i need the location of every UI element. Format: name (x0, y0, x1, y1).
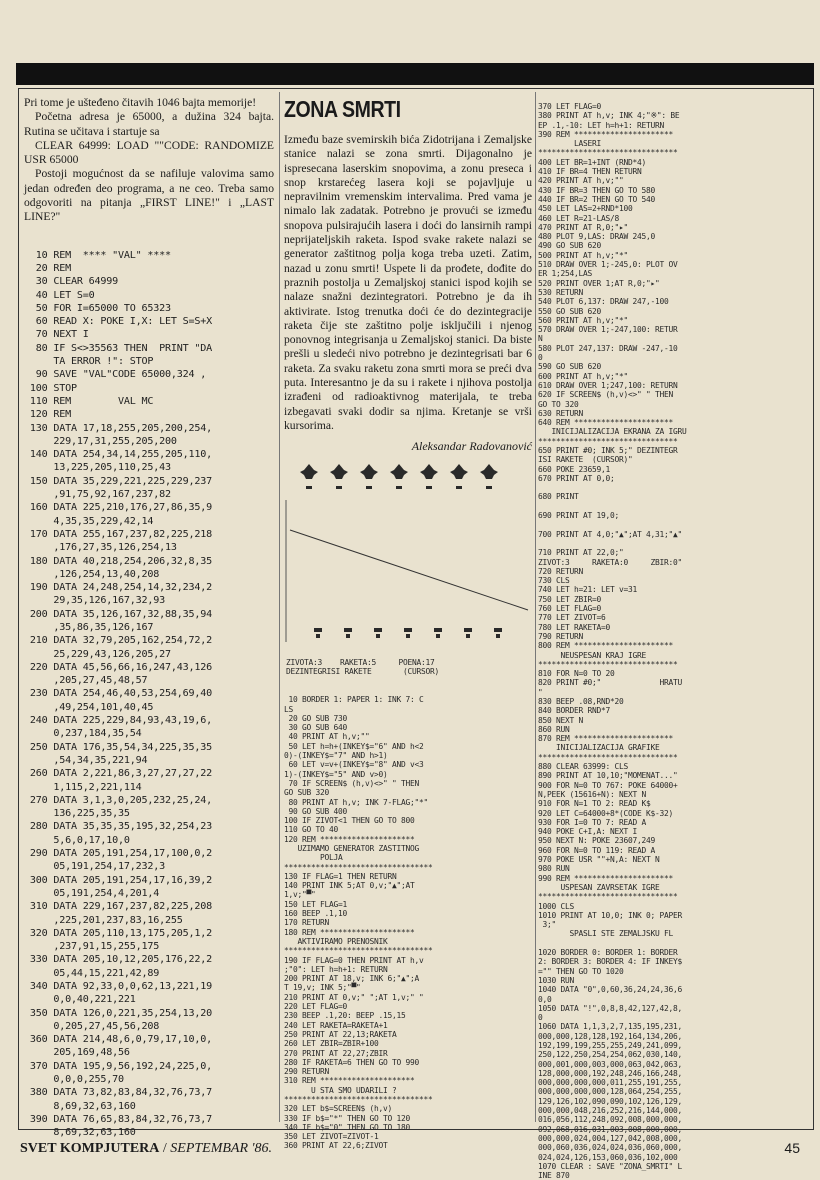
earth-pad-sprite (314, 628, 322, 638)
earth-pad-sprite (494, 628, 502, 638)
enemy-rocket-sprite (390, 464, 408, 489)
intro-paragraph-3: CLEAR 64999: LOAD ""CODE: RANDOMIZE USR 65000 (24, 138, 274, 167)
earth-station-pads-row (314, 628, 502, 638)
earth-pad-sprite (434, 628, 442, 638)
enemy-rockets-row (300, 464, 498, 489)
enemy-rocket-sprite (450, 464, 468, 489)
column-two (284, 96, 532, 1151)
intro-paragraph-4: Postoji mogućnost da se nafiluje valovima samo jedan određen deo programa, a ne ceo. Treba samo odgovoriti na pitanja „FIRST LINE!" i „LAST LINE?" (24, 167, 274, 224)
column-divider-right (535, 92, 536, 1122)
laser-beam (290, 530, 528, 610)
enemy-rocket-sprite (360, 464, 378, 489)
zona-smrti-listing-part-2: 370 LET FLAG=0 380 PRINT AT h,v; INK 4;"※": BE EP .1,-10: LET h=h+1: RETURN 390 REM ********************** LASERI ******************************* 400 LET BR=1+INT (RND*4) 410 IF BR=4 THEN RETURN 420 PRINT AT h,v;"" 430 IF BR=3 THEN GO TO 580 440 IF BR=2 THEN GO TO 540 450 LET LAS=2+RND*100 460 LET R=21-LAS/8 470 PRINT AT R,0;"▸" 480 PLOT 9,LAS: DRAW 245,0 490 GO SUB 620 500 PRINT AT h,v;"*" 510 DRAW OVER 1;-245,0: PLOT OV ER 1;254,LAS 520 PRINT OVER 1;AT R,0;"▸" 530 RETURN 540 PLOT 6,137: DRAW 247,-100 550 GO SUB 620 560 PRINT AT h,v;"*" 570 DRAW OVER 1;-247,100: RETUR N 580 PLOT 247,137: DRAW -247,-10 0 590 GO SUB 620 600 PRINT AT h,v;"*" 610 DRAW OVER 1;247,100: RETURN 620 IF SCREEN$ (h,v)<>" " THEN GO TO 320 630 RETURN 640 REM ********************** INICIJALIZACIJA EKRANA ZA IGRU ******************************* 650 PRINT #0; INK 5;" DEZINTEGR ISI RAKETE (CURSOR)" 660 POKE 23659,1 670 PRINT AT 0,0; 680 PRINT 690 PRINT AT 19,0; 700 PRINT AT 4,0;"▲";AT 4,31;"▲" 710 PRINT AT 22,0;" ZIVOT:3 RAKETA:0 ZBIR:0" 720 RETURN 730 CLS 740 LET h=21: LET v=31 750 LET ZBIR=0 760 LET FLAG=0 770 LET ZIVOT=6 780 LET RAKETA=0 790 RETURN 800 REM ********************** NEUSPESAN KRAJ IGRE ******************************* 810 FOR N=0 TO 20 820 PRINT #0;" HRATU " 830 BEEP .08,RND*20 840 BORDER RND*7 850 NEXT N 860 RUN 870 REM ********************** INICIJALIZACIJA GRAFIKE ******************************* 880 CLEAR 63999: CLS 890 PRINT AT 10,10;"MOMENAT..." 900 FOR N=0 TO 767: POKE 64000+ N,PEEK (15616+N): NEXT N 910 FOR N=1 TO 2: READ K$ 920 LET C=64000+8*(CODE K$-32) 930 FOR I=0 TO 7: READ A 940 POKE C+I,A: NEXT I 950 NEXT N: POKE 23607,249 960 FOR N=0 TO 119: READ A 970 POKE USR ""+N,A: NEXT N 980 RUN 990 REM ********************** USPESAN ZAVRSETAK IGRE ******************************* 1000 CLS 1010 PRINT AT 10,0; INK 0; PAPER 3;" SPASLI STE ZEMALJSKU FL 1020 BORDER 0: BORDER 1: BORDER 2: BORDER 3: BORDER 4: IF INKEY$ ="" THEN GO TO 1020 1030 RUN 1040 DATA "0",0,60,36,24,24,36,6 0,0 1050 DATA "!",0,8,8,42,127,42,8, 0 1060 DATA 1,1,3,2,7,135,195,231, 000,000,128,128,192,164,134,206, 192,199,199,255,255,249,241,099, 250,122,250,254,254,062,030,140, 000,001,000,003,000,063,042,063, 128,000,000,192,248,246,166,248, 000,000,000,000,011,255,191,255, 000,000,000,000,128,064,254,255, 129,126,102,090,090,102,126,129, 000,000,048,216,252,216,144,000, 016,056,112,248,092,008,000,000, 092,068,016,031,003,008,000,000, 000,000,024,004,127,042,008,000, 000,060,036,024,024,036,060,000, 024,024,126,153,060,036,102,000 1070 CLEAR : SAVE "ZONA_SMRTI" L INE 870 (538, 102, 687, 1180)
screen-status-line-2: DEZINTEGRISI RAKETE (CURSOR) (286, 667, 440, 677)
enemy-rocket-sprite (300, 464, 318, 489)
enemy-rocket-sprite (420, 464, 438, 489)
top-black-band (16, 63, 814, 85)
column-three (538, 102, 816, 1180)
zona-smrti-listing-part-1: 10 BORDER 1: PAPER 1: INK 7: C LS 20 GO SUB 730 30 GO SUB 640 40 PRINT AT h,v;"" 50 LET h=h+(INKEY$="6" AND h<2 0)-(INKEY$="7" AND h>1) 60 LET v=v+(INKEY$="8" AND v<3 1)-(INKEY$="5" AND v>0) 70 IF SCREEN$ (h,v)<>" " THEN GO SUB 320 80 PRINT AT h,v; INK 7-FLAG;"*" 90 GO SUB 400 100 IF ZIVOT<1 THEN GO TO 800 110 GO TO 40 120 REM ********************* UZIMAMO GENERATOR ZASTITNOG POLJA ********************************* 130 IF FLAG=1 THEN RETURN 140 PRINT INK 5;AT 0,v;"▲";AT 1,v;"▀" 150 LET FLAG=1 160 BEEP .1,10 170 RETURN 180 REM ********************* AKTIVIRAMO PRENOSNIK ********************************* 190 IF FLAG=0 THEN PRINT AT h,v ;"0": LET h=h+1: RETURN 200 PRINT AT 18,v; INK 6;"▲";A T 19,v; INK 5;"▀" 210 PRINT AT 0,v;" ";AT 1,v;" " 220 LET FLAG=0 230 BEEP .1,20: BEEP .15,15 240 LET RAKETA=RAKETA+1 250 PRINT AT 22,13;RAKETA 260 LET ZBIR=ZBIR+100 270 PRINT AT 22,27;ZBIR 280 IF RAKETA=6 THEN GO TO 990 290 RETURN 310 REM ********************* U STA SMO UDARILI ? ********************************* 320 LET b$=SCREEN$ (h,v) 330 IF b$="*" THEN GO TO 120 340 IF b$="0" THEN GO TO 180 350 LET ZIVOT=ZIVOT-1 360 PRINT AT 22,6;ZIVOT (284, 695, 433, 1151)
game-screenshot (284, 460, 534, 685)
article-author: Aleksandar Radovanović (411, 439, 532, 454)
footer-separator: / (159, 1141, 171, 1156)
earth-pad-sprite (344, 628, 352, 638)
game-screen-graphic (284, 460, 534, 685)
val-program-listing: 10 REM **** "VAL" **** 20 REM 30 CLEAR 64999 40 LET S=0 50 FOR I=65000 TO 65323 60 READ X: POKE I,X: LET S=S+X 70 NEXT I 80 IF S<>35563 THEN PRINT "DA TA ERROR !": STOP 90 SAVE "VAL"CODE 65000,324 , 100 STOP 110 REM VAL MC 120 REM 130 DATA 17,18,255,205,200,254, 229,17,31,255,205,200 140 DATA 254,34,14,255,205,110, 13,225,205,110,25,43 150 DATA 35,229,221,225,229,237 ,91,75,92,167,237,82 160 DATA 225,210,176,27,86,35,9 4,35,35,229,42,14 170 DATA 255,167,237,82,225,218 ,176,27,35,126,254,13 180 DATA 40,218,254,206,32,8,35 ,126,254,13,40,208 190 DATA 24,248,254,14,32,234,2 29,35,126,167,32,93 200 DATA 35,126,167,32,88,35,94 ,35,86,35,126,167 210 DATA 32,79,205,162,254,72,2 25,229,43,126,205,27 220 DATA 45,56,66,16,247,43,126 ,205,27,45,48,57 230 DATA 254,46,40,53,254,69,40 ,49,254,101,40,45 240 DATA 225,229,84,93,43,19,6, 0,237,184,35,54 250 DATA 176,35,54,34,225,35,35 ,54,34,35,221,94 260 DATA 2,221,86,3,27,27,27,22 1,115,2,221,114 270 DATA 3,1,3,0,205,232,25,24, 136,225,35,35 280 DATA 35,35,35,195,32,254,23 5,6,0,17,10,0 290 DATA 205,191,254,17,100,0,2 05,191,254,17,232,3 300 DATA 205,191,254,17,16,39,2 05,191,254,4,201,4 310 DATA 229,167,237,82,225,208 ,225,201,237,83,16,255 320 DATA 205,110,13,175,205,1,2 ,237,91,15,255,175 330 DATA 205,10,12,205,176,22,2 05,44,15,221,42,89 340 DATA 92,33,0,0,62,13,221,19 0,0,40,221,221 350 DATA 126,0,221,35,254,13,20 0,205,27,45,56,208 360 DATA 214,48,6,0,79,17,10,0, 205,169,48,56 370 DATA 195,9,56,192,24,225,0, 0,0,0,255,70 380 DATA 73,82,83,84,32,76,73,7 8,69,32,63,160 390 DATA 76,65,83,84,32,76,73,7 8,69,32,63,160 (29, 249, 213, 1139)
screen-status-line-1: ZIVOTA:3 RAKETA:5 POENA:17 (286, 658, 435, 668)
article-body (284, 133, 532, 433)
article-paragraph: Između baze svemirskih bića Zidotrijana i Zemaljske stanice nalazi se zona smrti. Dijagonalno je ispresecana laserskim snopovima, a zonu preseca i snop krstarećeg lasera koji se pojavljuje u nepravilnim vremenskim intervalima. Pred vama je nimalo lak zadatak. Potrebno je provući se između snopova pulsirajućih lasera i doći do lansirnih rampi neprijateljskih raketa. Ispod svake rakete nalazi se generator zaštitnog polja koga treba uzeti. Zatim, nazad u zonu smrti! Uspete li da prođete, dođite do praznih postolja u Zemaljskoj stanici ispod kojih se nalaze snažni dezintegratori. Potrebno je da ih aktivirate. Istog trenutka doći će do dezintegracije raketa čije ste zaštitno polje isključili i njenog ponovnog integrisanja u Zemaljskoj stanici. Da biste prešli u sledeći nivo potrebno je dezintegrisati bar 6 raketa. Za svaku raketu zona smrti mora se preći dva puta. Interesantno je da su i rakete i njihova postolja izrađeni od radioaktivnog materijala, te treba izbegavati svaki dodir sa njima. Kretanje se vrši kursorima. (284, 133, 532, 432)
enemy-rocket-sprite (330, 464, 348, 489)
column-divider-left (279, 92, 280, 1122)
earth-pad-sprite (464, 628, 472, 638)
earth-pad-sprite (404, 628, 412, 638)
article-title: ZONA SMRTI (284, 96, 401, 122)
page-number: 45 (784, 1140, 800, 1156)
enemy-rocket-sprite (480, 464, 498, 489)
intro-text (24, 96, 274, 225)
intro-paragraph-2: Početna adresa je 65000, a dužina 324 bajta. Rutina se učitava i startuje sa (24, 110, 274, 138)
column-one (24, 96, 274, 1140)
intro-paragraph-1: Pri tome je ušteđeno čitavih 1046 bajta memorije! (24, 96, 257, 109)
footer-magazine-line (20, 1141, 272, 1157)
footer-issue-date: SEPTEMBAR '86. (170, 1141, 273, 1156)
earth-pad-sprite (374, 628, 382, 638)
footer-magazine-name: SVET KOMPJUTERA (20, 1141, 160, 1156)
